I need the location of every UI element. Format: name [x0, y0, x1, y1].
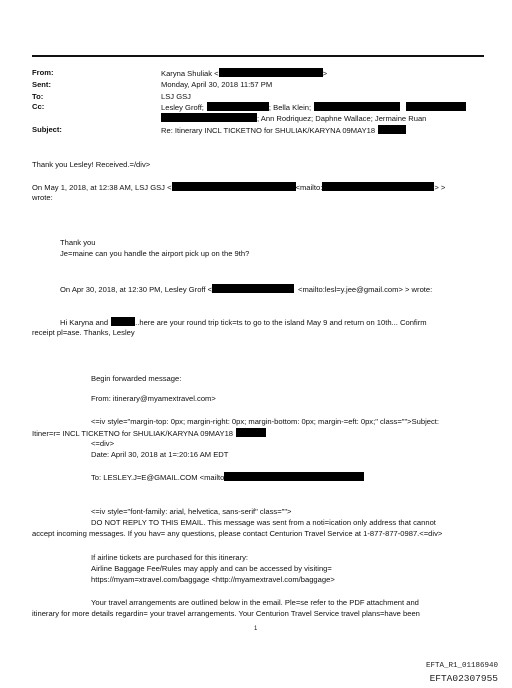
body-line [32, 182, 445, 192]
from-suffix: > [322, 69, 328, 78]
body-line: Your travel arrangements are outlined below in the email. Ple=se refer to the PDF attachment and [91, 598, 419, 607]
from-name: Karyna Shuliak < [161, 69, 219, 78]
greeting: Hi Karyna and [60, 318, 109, 327]
page-number: 1 [254, 626, 258, 632]
body-line: Airline Baggage Fee/Rules may apply and can be accessed by visiting= [91, 564, 332, 573]
subject-value [161, 125, 406, 135]
body-line: <=iv style="margin-top: 0px; margin-right: 0px; margin-bottom: 0px; margin-=eft: 0px;" class="">Subject: [91, 417, 440, 426]
redaction-box [219, 68, 323, 77]
body-line: From: itinerary@myamextravel.com> [91, 394, 216, 403]
footer-id-secondary: EFTA02307955 [429, 673, 498, 684]
body-line: <=iv style="font-family: arial, helvetica, sans-serif" class=""> [91, 507, 292, 516]
sent-value: Monday, April 30, 2018 11:57 PM [161, 80, 273, 89]
to-line: To: LESLEY.J=E@GMAIL.COM <mailto [91, 473, 225, 482]
quote-intro: On Apr 30, 2018, at 12:30 PM, Lesley Groff < [60, 285, 213, 294]
redaction-box [172, 182, 296, 191]
body-line: itinerary for more details regardin= your travel arrangements. Your Centurion Travel Service travel plans=have been [32, 609, 420, 618]
footer-id-primary: EFTA_R1_01186940 [425, 662, 498, 670]
body-line: Begin forwarded message: [91, 374, 182, 383]
body-line: DO NOT REPLY TO THIS EMAIL. This message was sent from a noti=ication only address that cannot [91, 518, 436, 527]
mailto-text: <mailto:lesl=y.jee@gmail.com> > wrote: [298, 285, 433, 294]
body-line [60, 317, 427, 327]
body-line [32, 428, 266, 438]
body-line: receipt pl=ase. Thanks, Lesley [32, 328, 135, 337]
redaction-box [207, 102, 269, 111]
cc-label: Cc: [32, 102, 45, 111]
redaction-box [406, 102, 466, 111]
cc-lesley: Lesley Groff; [161, 103, 204, 112]
redaction-box [378, 125, 406, 134]
header-top-rule [32, 55, 484, 57]
body-line: Je=maine can you handle the airport pick up on the 9th? [60, 249, 250, 258]
subject-label: Subject: [32, 125, 62, 134]
redaction-box [322, 182, 434, 191]
body-line: https://myam=xtravel.com/baggage <http://myamextravel.com/baggage> [91, 575, 335, 584]
cc-bella: ; Bella Klein; [268, 103, 312, 112]
body-line: accept incoming messages. If you hav= any questions, please contact Centurion Travel Service at 1-877-877-0987.<=div> [32, 529, 443, 538]
cc-value-line2 [161, 113, 426, 123]
subject-forwarded: Itiner=r= INCL TICKETNO for SHULIAK/KARYNA 09MAY18 [32, 429, 234, 438]
body-line [60, 284, 432, 294]
to-label: To: [32, 92, 44, 101]
body-line: Thank you [60, 238, 96, 247]
cc-others: ; Ann Rodriquez; Daphne Wallace; Jermaine Ruan [257, 114, 427, 123]
body-line: Date: April 30, 2018 at 1=:20:16 AM EDT [91, 450, 229, 459]
from-label: From: [32, 68, 54, 77]
body-line: If airline tickets are purchased for this itinerary: [91, 553, 249, 562]
body-line: wrote: [32, 193, 53, 202]
redaction-box [161, 113, 257, 122]
redaction-box [212, 284, 294, 293]
redaction-box [236, 428, 266, 437]
cc-value-line1 [161, 102, 466, 112]
mailto-suffix: > > [434, 183, 446, 192]
body-line: <=div> [91, 439, 115, 448]
subject-text: Re: Itinerary INCL TICKETNO for SHULIAK/KARYNA 09MAY18 [161, 126, 376, 135]
mailto-prefix: <mailto: [295, 183, 323, 192]
redaction-box [111, 317, 135, 326]
body-line [91, 472, 364, 482]
from-value [161, 68, 327, 78]
body-line: Thank you Lesley! Received.=/div> [32, 160, 151, 169]
to-value: LSJ GSJ [161, 92, 191, 101]
sent-label: Sent: [32, 80, 51, 89]
quote-intro: On May 1, 2018, at 12:38 AM, LSJ GSJ < [32, 183, 172, 192]
greeting-rest: ..here are your round trip tick=ts to go to the island May 9 and return on 10th... Confirm [135, 318, 427, 327]
redaction-box [314, 102, 400, 111]
redaction-box [224, 472, 364, 481]
